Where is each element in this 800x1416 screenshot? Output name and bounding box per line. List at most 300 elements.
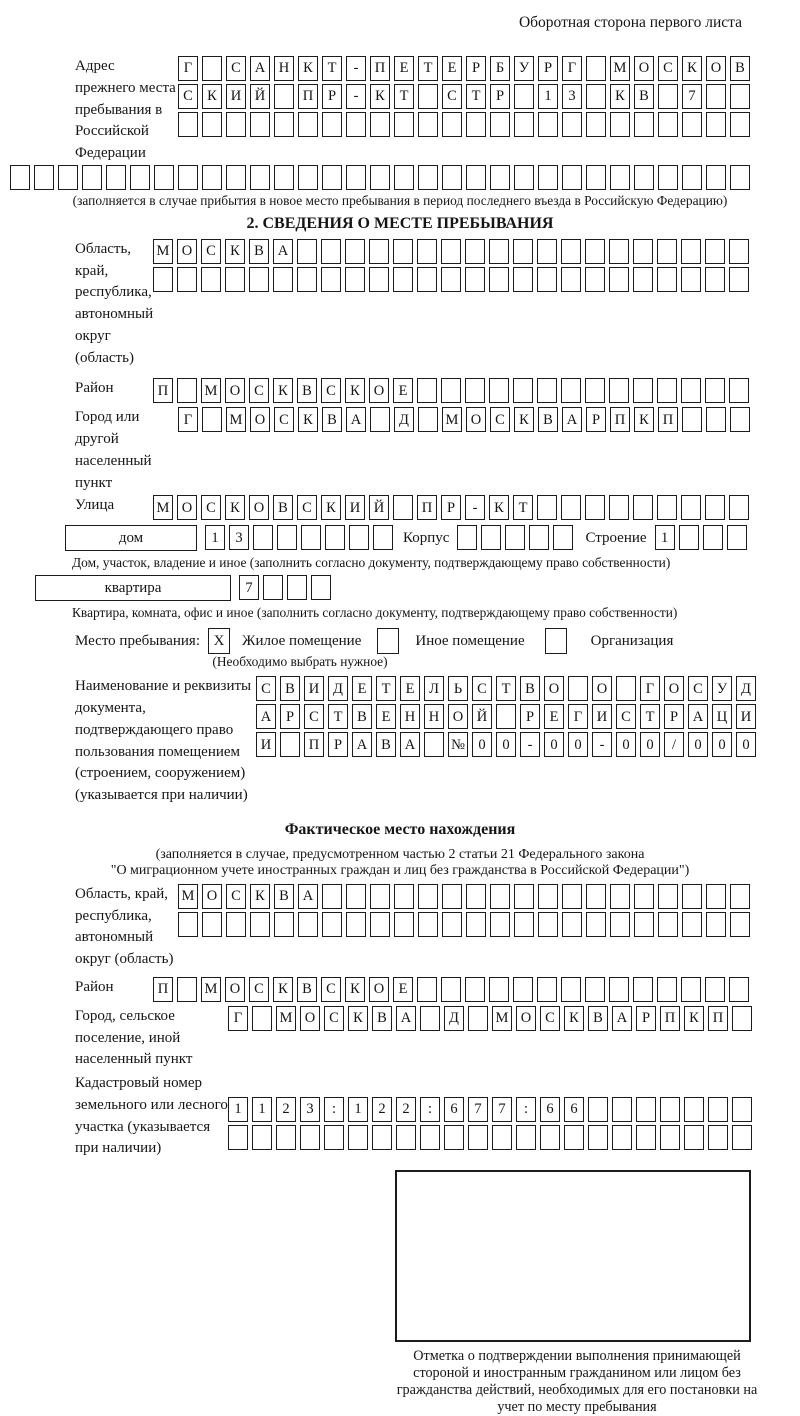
char-cell[interactable]: К bbox=[225, 495, 245, 520]
char-cell[interactable] bbox=[417, 977, 437, 1002]
char-cell[interactable] bbox=[616, 676, 636, 701]
checkbox-organization[interactable] bbox=[545, 628, 567, 654]
char-cell[interactable] bbox=[588, 1097, 608, 1122]
char-cell[interactable] bbox=[202, 165, 222, 190]
char-cell[interactable] bbox=[177, 267, 197, 292]
char-cell[interactable]: Ц bbox=[712, 704, 732, 729]
char-cell[interactable] bbox=[202, 912, 222, 937]
char-cell[interactable]: М bbox=[226, 407, 246, 432]
char-cell[interactable]: С bbox=[472, 676, 492, 701]
char-cell[interactable]: И bbox=[345, 495, 365, 520]
char-cell[interactable] bbox=[250, 912, 270, 937]
char-cell[interactable] bbox=[537, 495, 557, 520]
char-cell[interactable] bbox=[324, 1125, 344, 1150]
char-cell[interactable]: Е bbox=[544, 704, 564, 729]
char-cell[interactable]: М bbox=[201, 977, 221, 1002]
char-cell[interactable] bbox=[633, 495, 653, 520]
char-cell[interactable] bbox=[634, 165, 654, 190]
char-cell[interactable] bbox=[561, 495, 581, 520]
char-cell[interactable] bbox=[682, 407, 702, 432]
char-cell[interactable] bbox=[273, 267, 293, 292]
char-cell[interactable] bbox=[658, 884, 678, 909]
char-cell[interactable]: 0 bbox=[544, 732, 564, 757]
char-cell[interactable]: К bbox=[348, 1006, 368, 1031]
char-cell[interactable] bbox=[298, 112, 318, 137]
char-cell[interactable] bbox=[297, 239, 317, 264]
char-cell[interactable] bbox=[274, 84, 294, 109]
char-cell[interactable]: А bbox=[346, 407, 366, 432]
char-cell[interactable] bbox=[568, 676, 588, 701]
char-cell[interactable] bbox=[10, 165, 30, 190]
char-cell[interactable]: 7 bbox=[492, 1097, 512, 1122]
char-cell[interactable]: С bbox=[321, 378, 341, 403]
char-cell[interactable]: К bbox=[682, 56, 702, 81]
char-cell[interactable]: 1 bbox=[655, 525, 675, 550]
char-cell[interactable] bbox=[370, 112, 390, 137]
char-cell[interactable]: Н bbox=[424, 704, 444, 729]
char-cell[interactable] bbox=[561, 378, 581, 403]
char-cell[interactable]: Т bbox=[496, 676, 516, 701]
char-cell[interactable] bbox=[730, 84, 750, 109]
char-cell[interactable]: М bbox=[492, 1006, 512, 1031]
char-cell[interactable] bbox=[705, 378, 725, 403]
char-cell[interactable] bbox=[457, 525, 477, 550]
char-cell[interactable] bbox=[610, 884, 630, 909]
char-cell[interactable] bbox=[564, 1125, 584, 1150]
char-cell[interactable] bbox=[276, 1125, 296, 1150]
char-cell[interactable]: К bbox=[489, 495, 509, 520]
char-cell[interactable]: М bbox=[178, 884, 198, 909]
char-cell[interactable] bbox=[609, 378, 629, 403]
char-cell[interactable]: Р bbox=[322, 84, 342, 109]
char-cell[interactable] bbox=[466, 884, 486, 909]
char-cell[interactable]: А bbox=[612, 1006, 632, 1031]
char-cell[interactable]: Е bbox=[393, 977, 413, 1002]
char-cell[interactable]: С bbox=[226, 56, 246, 81]
char-cell[interactable] bbox=[513, 378, 533, 403]
char-cell[interactable]: 1 bbox=[228, 1097, 248, 1122]
char-cell[interactable] bbox=[418, 165, 438, 190]
char-cell[interactable]: - bbox=[592, 732, 612, 757]
char-cell[interactable] bbox=[490, 912, 510, 937]
char-cell[interactable]: П bbox=[708, 1006, 728, 1031]
char-cell[interactable]: С bbox=[442, 84, 462, 109]
char-cell[interactable] bbox=[537, 267, 557, 292]
char-cell[interactable]: Д bbox=[328, 676, 348, 701]
char-cell[interactable] bbox=[420, 1125, 440, 1150]
char-cell[interactable]: 3 bbox=[229, 525, 249, 550]
char-cell[interactable] bbox=[348, 1125, 368, 1150]
char-cell[interactable]: К bbox=[634, 407, 654, 432]
char-cell[interactable] bbox=[274, 112, 294, 137]
char-cell[interactable] bbox=[660, 1125, 680, 1150]
char-cell[interactable] bbox=[490, 165, 510, 190]
char-cell[interactable] bbox=[514, 112, 534, 137]
char-cell[interactable] bbox=[441, 378, 461, 403]
char-cell[interactable]: В bbox=[249, 239, 269, 264]
char-cell[interactable]: Ь bbox=[448, 676, 468, 701]
char-cell[interactable] bbox=[418, 407, 438, 432]
char-cell[interactable] bbox=[727, 525, 747, 550]
char-cell[interactable]: О bbox=[202, 884, 222, 909]
char-cell[interactable] bbox=[373, 525, 393, 550]
char-cell[interactable] bbox=[345, 267, 365, 292]
char-cell[interactable]: К bbox=[273, 378, 293, 403]
char-cell[interactable]: К bbox=[684, 1006, 704, 1031]
char-cell[interactable]: Г bbox=[178, 56, 198, 81]
char-cell[interactable] bbox=[321, 267, 341, 292]
char-cell[interactable] bbox=[561, 239, 581, 264]
char-cell[interactable] bbox=[154, 165, 174, 190]
char-cell[interactable] bbox=[372, 1125, 392, 1150]
char-cell[interactable]: 0 bbox=[568, 732, 588, 757]
char-cell[interactable]: Г bbox=[568, 704, 588, 729]
char-cell[interactable] bbox=[636, 1097, 656, 1122]
char-cell[interactable] bbox=[658, 112, 678, 137]
char-cell[interactable] bbox=[424, 732, 444, 757]
char-cell[interactable]: : bbox=[324, 1097, 344, 1122]
char-cell[interactable] bbox=[634, 884, 654, 909]
char-cell[interactable]: П bbox=[298, 84, 318, 109]
char-cell[interactable]: М bbox=[153, 239, 173, 264]
char-cell[interactable]: С bbox=[256, 676, 276, 701]
char-cell[interactable]: В bbox=[297, 977, 317, 1002]
char-cell[interactable]: К bbox=[564, 1006, 584, 1031]
char-cell[interactable]: С bbox=[249, 378, 269, 403]
char-cell[interactable] bbox=[612, 1097, 632, 1122]
char-cell[interactable]: О bbox=[634, 56, 654, 81]
char-cell[interactable]: А bbox=[298, 884, 318, 909]
char-cell[interactable] bbox=[346, 884, 366, 909]
char-cell[interactable]: 0 bbox=[616, 732, 636, 757]
char-cell[interactable]: С bbox=[490, 407, 510, 432]
char-cell[interactable] bbox=[682, 165, 702, 190]
char-cell[interactable] bbox=[202, 112, 222, 137]
char-cell[interactable]: Г bbox=[228, 1006, 248, 1031]
char-cell[interactable]: В bbox=[274, 884, 294, 909]
char-cell[interactable] bbox=[561, 977, 581, 1002]
char-cell[interactable] bbox=[489, 378, 509, 403]
char-cell[interactable] bbox=[106, 165, 126, 190]
char-cell[interactable] bbox=[489, 977, 509, 1002]
char-cell[interactable] bbox=[178, 912, 198, 937]
char-cell[interactable]: К bbox=[298, 56, 318, 81]
char-cell[interactable]: 2 bbox=[396, 1097, 416, 1122]
char-cell[interactable] bbox=[585, 267, 605, 292]
char-cell[interactable]: А bbox=[400, 732, 420, 757]
char-cell[interactable]: 1 bbox=[348, 1097, 368, 1122]
char-cell[interactable]: Е bbox=[352, 676, 372, 701]
char-cell[interactable] bbox=[658, 165, 678, 190]
char-cell[interactable] bbox=[252, 1006, 272, 1031]
char-cell[interactable]: Е bbox=[376, 704, 396, 729]
char-cell[interactable]: У bbox=[514, 56, 534, 81]
char-cell[interactable] bbox=[684, 1125, 704, 1150]
char-cell[interactable]: В bbox=[352, 704, 372, 729]
checkbox-residential[interactable]: X bbox=[208, 628, 230, 654]
char-cell[interactable]: С bbox=[178, 84, 198, 109]
char-cell[interactable] bbox=[177, 378, 197, 403]
char-cell[interactable] bbox=[250, 165, 270, 190]
char-cell[interactable] bbox=[538, 112, 558, 137]
char-cell[interactable] bbox=[465, 378, 485, 403]
char-cell[interactable]: О bbox=[250, 407, 270, 432]
char-cell[interactable] bbox=[418, 112, 438, 137]
char-cell[interactable]: С bbox=[688, 676, 708, 701]
char-cell[interactable]: Р bbox=[586, 407, 606, 432]
char-cell[interactable]: В bbox=[588, 1006, 608, 1031]
char-cell[interactable] bbox=[609, 977, 629, 1002]
char-cell[interactable]: П bbox=[370, 56, 390, 81]
char-cell[interactable] bbox=[730, 912, 750, 937]
char-cell[interactable]: - bbox=[465, 495, 485, 520]
char-cell[interactable]: К bbox=[321, 495, 341, 520]
char-cell[interactable]: М bbox=[276, 1006, 296, 1031]
char-cell[interactable] bbox=[705, 977, 725, 1002]
char-cell[interactable] bbox=[249, 267, 269, 292]
char-cell[interactable]: П bbox=[658, 407, 678, 432]
char-cell[interactable] bbox=[370, 165, 390, 190]
char-cell[interactable] bbox=[706, 407, 726, 432]
char-cell[interactable]: В bbox=[730, 56, 750, 81]
char-cell[interactable] bbox=[609, 239, 629, 264]
char-cell[interactable]: 6 bbox=[564, 1097, 584, 1122]
char-cell[interactable]: Р bbox=[441, 495, 461, 520]
char-cell[interactable] bbox=[490, 884, 510, 909]
char-cell[interactable]: 6 bbox=[540, 1097, 560, 1122]
char-cell[interactable] bbox=[300, 1125, 320, 1150]
char-cell[interactable] bbox=[298, 912, 318, 937]
char-cell[interactable]: Н bbox=[400, 704, 420, 729]
char-cell[interactable] bbox=[466, 165, 486, 190]
char-cell[interactable] bbox=[346, 912, 366, 937]
char-cell[interactable] bbox=[529, 525, 549, 550]
char-cell[interactable]: К bbox=[514, 407, 534, 432]
char-cell[interactable] bbox=[682, 112, 702, 137]
char-cell[interactable] bbox=[610, 112, 630, 137]
char-cell[interactable]: О bbox=[544, 676, 564, 701]
char-cell[interactable] bbox=[516, 1125, 536, 1150]
char-cell[interactable]: Т bbox=[513, 495, 533, 520]
char-cell[interactable]: Р bbox=[280, 704, 300, 729]
char-cell[interactable] bbox=[732, 1097, 752, 1122]
char-cell[interactable] bbox=[586, 912, 606, 937]
char-cell[interactable]: : bbox=[516, 1097, 536, 1122]
char-cell[interactable] bbox=[537, 239, 557, 264]
char-cell[interactable]: М bbox=[153, 495, 173, 520]
char-cell[interactable] bbox=[633, 977, 653, 1002]
char-cell[interactable]: Т bbox=[322, 56, 342, 81]
char-cell[interactable]: Б bbox=[490, 56, 510, 81]
char-cell[interactable] bbox=[263, 575, 283, 600]
char-cell[interactable] bbox=[298, 165, 318, 190]
char-cell[interactable] bbox=[322, 112, 342, 137]
char-cell[interactable] bbox=[657, 239, 677, 264]
char-cell[interactable]: Г bbox=[178, 407, 198, 432]
char-cell[interactable]: 2 bbox=[372, 1097, 392, 1122]
char-cell[interactable]: О bbox=[177, 495, 197, 520]
char-cell[interactable] bbox=[466, 912, 486, 937]
char-cell[interactable]: / bbox=[664, 732, 684, 757]
char-cell[interactable]: А bbox=[352, 732, 372, 757]
char-cell[interactable] bbox=[130, 165, 150, 190]
char-cell[interactable] bbox=[226, 112, 246, 137]
char-cell[interactable] bbox=[492, 1125, 512, 1150]
char-cell[interactable] bbox=[370, 407, 390, 432]
char-cell[interactable] bbox=[708, 1097, 728, 1122]
char-cell[interactable]: О bbox=[516, 1006, 536, 1031]
char-cell[interactable] bbox=[490, 112, 510, 137]
char-cell[interactable]: К bbox=[370, 84, 390, 109]
char-cell[interactable]: Й bbox=[250, 84, 270, 109]
char-cell[interactable] bbox=[609, 495, 629, 520]
char-cell[interactable] bbox=[346, 112, 366, 137]
char-cell[interactable] bbox=[682, 912, 702, 937]
char-cell[interactable] bbox=[681, 239, 701, 264]
char-cell[interactable] bbox=[730, 165, 750, 190]
char-cell[interactable]: В bbox=[273, 495, 293, 520]
char-cell[interactable]: 2 bbox=[276, 1097, 296, 1122]
char-cell[interactable]: Р bbox=[636, 1006, 656, 1031]
char-cell[interactable] bbox=[586, 165, 606, 190]
char-cell[interactable]: Д bbox=[736, 676, 756, 701]
char-cell[interactable]: Р bbox=[664, 704, 684, 729]
char-cell[interactable] bbox=[610, 165, 630, 190]
char-cell[interactable]: А bbox=[688, 704, 708, 729]
char-cell[interactable] bbox=[489, 267, 509, 292]
char-cell[interactable] bbox=[657, 977, 677, 1002]
char-cell[interactable] bbox=[514, 884, 534, 909]
char-cell[interactable] bbox=[34, 165, 54, 190]
char-cell[interactable] bbox=[369, 267, 389, 292]
char-cell[interactable] bbox=[586, 56, 606, 81]
char-cell[interactable] bbox=[393, 267, 413, 292]
char-cell[interactable]: Й bbox=[472, 704, 492, 729]
char-cell[interactable]: О bbox=[249, 495, 269, 520]
char-cell[interactable]: С bbox=[616, 704, 636, 729]
char-cell[interactable]: 0 bbox=[496, 732, 516, 757]
char-cell[interactable] bbox=[706, 884, 726, 909]
char-cell[interactable]: - bbox=[520, 732, 540, 757]
char-cell[interactable]: С bbox=[304, 704, 324, 729]
char-cell[interactable] bbox=[514, 912, 534, 937]
char-cell[interactable]: Р bbox=[490, 84, 510, 109]
char-cell[interactable] bbox=[345, 239, 365, 264]
char-cell[interactable]: В bbox=[372, 1006, 392, 1031]
char-cell[interactable]: К bbox=[273, 977, 293, 1002]
char-cell[interactable] bbox=[706, 912, 726, 937]
char-cell[interactable] bbox=[706, 112, 726, 137]
char-cell[interactable] bbox=[679, 525, 699, 550]
char-cell[interactable]: Е bbox=[442, 56, 462, 81]
char-cell[interactable]: К bbox=[250, 884, 270, 909]
char-cell[interactable] bbox=[489, 239, 509, 264]
char-cell[interactable]: 0 bbox=[736, 732, 756, 757]
char-cell[interactable] bbox=[513, 977, 533, 1002]
char-cell[interactable] bbox=[496, 704, 516, 729]
char-cell[interactable]: П bbox=[610, 407, 630, 432]
char-cell[interactable] bbox=[681, 267, 701, 292]
char-cell[interactable]: 7 bbox=[682, 84, 702, 109]
char-cell[interactable]: П bbox=[153, 378, 173, 403]
char-cell[interactable]: Е bbox=[394, 56, 414, 81]
char-cell[interactable] bbox=[82, 165, 102, 190]
char-cell[interactable]: В bbox=[634, 84, 654, 109]
char-cell[interactable] bbox=[253, 525, 273, 550]
char-cell[interactable] bbox=[274, 912, 294, 937]
char-cell[interactable] bbox=[633, 239, 653, 264]
char-cell[interactable] bbox=[633, 267, 653, 292]
char-cell[interactable] bbox=[658, 84, 678, 109]
char-cell[interactable] bbox=[252, 1125, 272, 1150]
char-cell[interactable] bbox=[226, 912, 246, 937]
char-cell[interactable]: 0 bbox=[712, 732, 732, 757]
char-cell[interactable]: С bbox=[297, 495, 317, 520]
char-cell[interactable] bbox=[657, 267, 677, 292]
char-cell[interactable] bbox=[561, 267, 581, 292]
char-cell[interactable]: 0 bbox=[688, 732, 708, 757]
char-cell[interactable]: М bbox=[442, 407, 462, 432]
char-cell[interactable] bbox=[280, 732, 300, 757]
char-cell[interactable]: Е bbox=[393, 378, 413, 403]
char-cell[interactable] bbox=[681, 495, 701, 520]
char-cell[interactable]: 0 bbox=[472, 732, 492, 757]
char-cell[interactable]: № bbox=[448, 732, 468, 757]
char-cell[interactable]: С bbox=[201, 495, 221, 520]
char-cell[interactable] bbox=[325, 525, 345, 550]
char-cell[interactable] bbox=[481, 525, 501, 550]
char-cell[interactable]: Р bbox=[520, 704, 540, 729]
char-cell[interactable]: И bbox=[592, 704, 612, 729]
char-cell[interactable]: 3 bbox=[300, 1097, 320, 1122]
char-cell[interactable] bbox=[705, 495, 725, 520]
char-cell[interactable] bbox=[442, 912, 462, 937]
char-cell[interactable] bbox=[588, 1125, 608, 1150]
char-cell[interactable]: Г bbox=[640, 676, 660, 701]
char-cell[interactable] bbox=[682, 884, 702, 909]
char-cell[interactable] bbox=[393, 239, 413, 264]
char-cell[interactable] bbox=[202, 407, 222, 432]
char-cell[interactable] bbox=[684, 1097, 704, 1122]
char-cell[interactable] bbox=[322, 912, 342, 937]
char-cell[interactable]: С bbox=[226, 884, 246, 909]
char-cell[interactable] bbox=[465, 977, 485, 1002]
char-cell[interactable]: У bbox=[712, 676, 732, 701]
char-cell[interactable]: И bbox=[736, 704, 756, 729]
char-cell[interactable]: 7 bbox=[468, 1097, 488, 1122]
char-cell[interactable]: С bbox=[540, 1006, 560, 1031]
char-cell[interactable]: К bbox=[345, 977, 365, 1002]
char-cell[interactable]: С bbox=[324, 1006, 344, 1031]
char-cell[interactable] bbox=[201, 267, 221, 292]
char-cell[interactable]: П bbox=[417, 495, 437, 520]
char-cell[interactable]: М bbox=[610, 56, 630, 81]
char-cell[interactable]: О bbox=[448, 704, 468, 729]
char-cell[interactable]: : bbox=[420, 1097, 440, 1122]
char-cell[interactable] bbox=[633, 378, 653, 403]
char-cell[interactable]: Р bbox=[328, 732, 348, 757]
char-cell[interactable]: В bbox=[538, 407, 558, 432]
char-cell[interactable]: - bbox=[346, 56, 366, 81]
char-cell[interactable]: К bbox=[202, 84, 222, 109]
char-cell[interactable] bbox=[346, 165, 366, 190]
char-cell[interactable] bbox=[226, 165, 246, 190]
char-cell[interactable] bbox=[585, 378, 605, 403]
char-cell[interactable]: С bbox=[249, 977, 269, 1002]
char-cell[interactable] bbox=[321, 239, 341, 264]
char-cell[interactable] bbox=[513, 239, 533, 264]
char-cell[interactable]: Й bbox=[369, 495, 389, 520]
